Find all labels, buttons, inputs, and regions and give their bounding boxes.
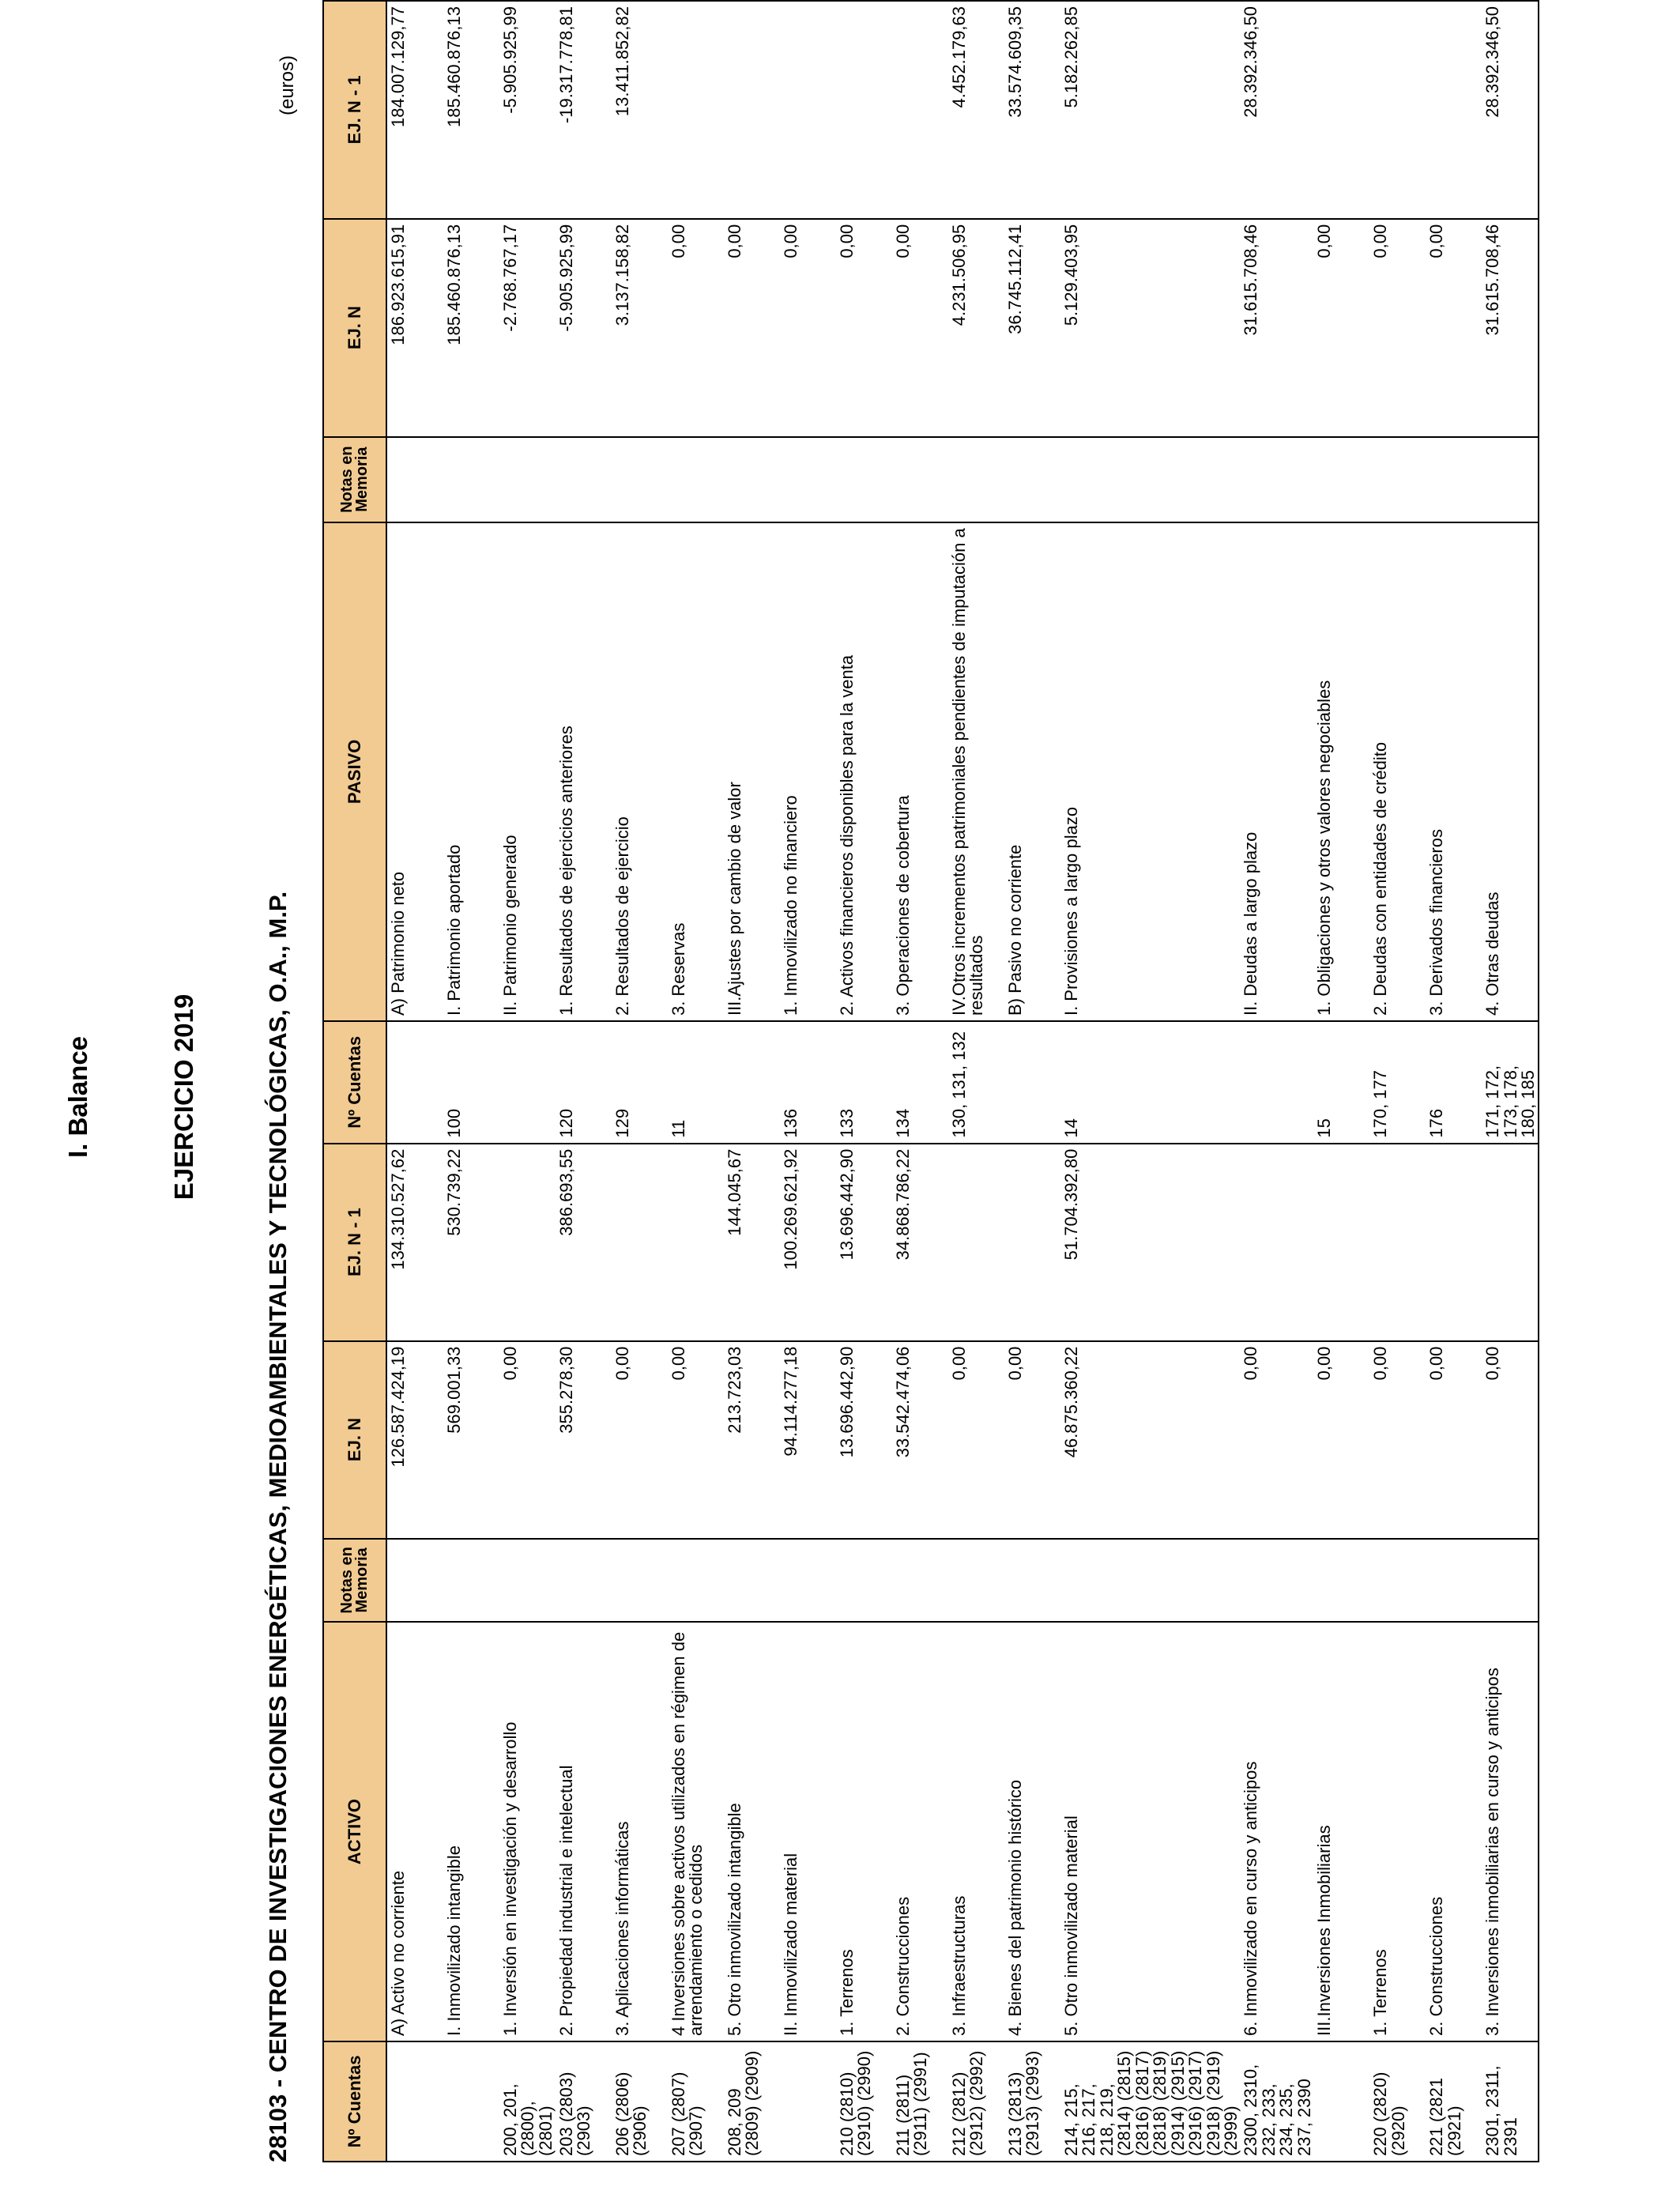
asset-notes — [724, 1539, 780, 1623]
liability-account-code: 129 — [612, 1021, 668, 1144]
liability-notes — [499, 437, 556, 522]
liability-account-code: 14 — [1060, 1021, 1240, 1144]
liability-year-n: 0,00 — [836, 219, 892, 437]
liability-year-n1: 13.411.852,82 — [612, 1, 668, 219]
balance-table — [322, 0, 1539, 2162]
asset-notes — [1060, 1539, 1240, 1623]
table-row — [1369, 1, 1426, 2162]
liability-description: 1. Obligaciones y otros valores negociables — [1313, 522, 1369, 1021]
asset-year-n1 — [1313, 1144, 1369, 1341]
liability-year-n1 — [892, 1, 948, 219]
liability-account-code — [724, 1021, 780, 1144]
asset-notes — [612, 1539, 668, 1623]
page-subtitle: EJERCICIO 2019 — [169, 993, 198, 1201]
units-label: (euros) — [277, 55, 298, 115]
liability-description: IV.Otros incrementos patrimoniales pendientes de imputación a resultados — [948, 522, 1004, 1021]
asset-year-n: 0,00 — [1369, 1341, 1426, 1539]
asset-year-n: 0,00 — [1004, 1341, 1060, 1539]
liability-notes — [836, 437, 892, 522]
liability-year-n1: 33.574.609,35 — [1004, 1, 1060, 219]
asset-notes — [1004, 1539, 1060, 1623]
liability-notes — [1482, 437, 1539, 522]
liability-account-code: 176 — [1426, 1021, 1482, 1144]
asset-notes — [443, 1539, 499, 1623]
account-code: 208, 209 (2809) (2909) — [724, 2041, 780, 2162]
asset-description: 5. Otro inmovilizado material — [1060, 1622, 1240, 2041]
liability-account-code: 134 — [892, 1021, 948, 1144]
table-row — [499, 1, 556, 2162]
col-cuentas-pasivo: Nº Cuentas — [323, 1021, 386, 1144]
asset-year-n: 0,00 — [1240, 1341, 1313, 1539]
liability-year-n1 — [1426, 1, 1482, 219]
liability-notes — [386, 437, 443, 522]
liability-description: 1. Inmovilizado no financiero — [780, 522, 836, 1021]
table-row — [386, 1, 443, 2162]
liability-notes — [612, 437, 668, 522]
asset-notes — [836, 1539, 892, 1623]
asset-description: 1. Inversión en investigación y desarrollo — [499, 1622, 556, 2041]
liability-account-code: 120 — [556, 1021, 612, 1144]
liability-year-n: 186.923.615,91 — [386, 219, 443, 437]
liability-year-n1 — [836, 1, 892, 219]
asset-description: 2. Construcciones — [892, 1622, 948, 2041]
liability-description: A) Patrimonio neto — [386, 522, 443, 1021]
account-code: 213 (2813) (2913) (2993) — [1004, 2041, 1060, 2162]
asset-description: 1. Terrenos — [836, 1622, 892, 2041]
liability-year-n: 185.460.876,13 — [443, 219, 499, 437]
col-ejn1-pasivo: EJ. N - 1 — [323, 1, 386, 219]
liability-description: 3. Derivados financieros — [1426, 522, 1482, 1021]
liability-description: B) Pasivo no corriente — [1004, 522, 1060, 1021]
liability-year-n1 — [780, 1, 836, 219]
col-notas-pasivo: Notas en Memoria — [323, 437, 386, 522]
asset-notes — [499, 1539, 556, 1623]
liability-description: 4. Otras deudas — [1482, 522, 1539, 1021]
asset-notes — [1240, 1539, 1313, 1623]
table-row — [1240, 1, 1313, 2162]
table-row — [1313, 1, 1369, 2162]
col-pasivo: PASIVO — [323, 522, 386, 1021]
liability-year-n: 0,00 — [1313, 219, 1369, 437]
account-code: 211 (2811) (2911) (2991) — [892, 2041, 948, 2162]
liability-description: III.Ajustes por cambio de valor — [724, 522, 780, 1021]
asset-description: 3. Aplicaciones informáticas — [612, 1622, 668, 2041]
liability-year-n1: -19.317.778,81 — [556, 1, 612, 219]
table-row — [836, 1, 892, 2162]
liability-description: I. Provisiones a largo plazo — [1060, 522, 1240, 1021]
asset-year-n: 213.723,03 — [724, 1341, 780, 1539]
account-code: 2301, 2311, 2391 — [1482, 2041, 1539, 2162]
account-code — [1313, 2041, 1369, 2162]
liability-description: 2. Resultados de ejercicio — [612, 522, 668, 1021]
liability-year-n1: 28.392.346,50 — [1240, 1, 1313, 219]
asset-year-n: 0,00 — [1313, 1341, 1369, 1539]
liability-account-code: 11 — [668, 1021, 724, 1144]
liability-year-n: 31.615.708,46 — [1482, 219, 1539, 437]
liability-notes — [556, 437, 612, 522]
asset-year-n: 0,00 — [668, 1341, 724, 1539]
asset-year-n: 126.587.424,19 — [386, 1341, 443, 1539]
liability-account-code — [1240, 1021, 1313, 1144]
asset-notes — [948, 1539, 1004, 1623]
asset-year-n: 94.114.277,18 — [780, 1341, 836, 1539]
liability-account-code: 136 — [780, 1021, 836, 1144]
asset-notes — [386, 1539, 443, 1623]
table-row — [1482, 1, 1539, 2162]
account-code: 210 (2810) (2910) (2990) — [836, 2041, 892, 2162]
liability-notes — [1004, 437, 1060, 522]
asset-year-n: 355.278,30 — [556, 1341, 612, 1539]
asset-year-n: 33.542.474,06 — [892, 1341, 948, 1539]
liability-notes — [892, 437, 948, 522]
asset-notes — [668, 1539, 724, 1623]
asset-year-n: 0,00 — [612, 1341, 668, 1539]
liability-notes — [668, 437, 724, 522]
col-activo: ACTIVO — [323, 1622, 386, 2041]
asset-description: 6. Inmovilizado en curso y anticipos — [1240, 1622, 1313, 2041]
asset-year-n1: 134.310.527,62 — [386, 1144, 443, 1341]
table-row — [668, 1, 724, 2162]
account-code: 207 (2807) (2907) — [668, 2041, 724, 2162]
asset-description: 3. Infraestructuras — [948, 1622, 1004, 2041]
liability-account-code: 130, 131, 132 — [948, 1021, 1004, 1144]
liability-year-n1 — [724, 1, 780, 219]
liability-notes — [780, 437, 836, 522]
liability-year-n1: 4.452.179,63 — [948, 1, 1004, 219]
asset-year-n1: 530.739,22 — [443, 1144, 499, 1341]
table-row — [948, 1, 1004, 2162]
liability-year-n: 31.615.708,46 — [1240, 219, 1313, 437]
asset-year-n1 — [948, 1144, 1004, 1341]
asset-description: A) Activo no corriente — [386, 1622, 443, 2041]
asset-description: 5. Otro inmovilizado intangible — [724, 1622, 780, 2041]
liability-year-n: 0,00 — [668, 219, 724, 437]
asset-notes — [1313, 1539, 1369, 1623]
liability-year-n1 — [1313, 1, 1369, 219]
liability-year-n: 0,00 — [892, 219, 948, 437]
account-code: 2300, 2310, 232, 233, 234, 235, 237, 2390 — [1240, 2041, 1313, 2162]
liability-account-code — [499, 1021, 556, 1144]
liability-description: I. Patrimonio aportado — [443, 522, 499, 1021]
table-row — [1060, 1, 1240, 2162]
liability-year-n1 — [668, 1, 724, 219]
liability-notes — [724, 437, 780, 522]
table-header-row — [323, 1, 386, 2162]
entity-name: 28103 - CENTRO DE INVESTIGACIONES ENERGÉTICAS, MEDIOAMBIENTALES Y TECNOLÓGICAS, O.A., M.P. — [264, 891, 292, 2162]
asset-notes — [780, 1539, 836, 1623]
asset-year-n1 — [668, 1144, 724, 1341]
table-row — [443, 1, 499, 2162]
liability-notes — [948, 437, 1004, 522]
asset-notes — [1426, 1539, 1482, 1623]
table-row — [556, 1, 612, 2162]
asset-year-n: 569.001,33 — [443, 1341, 499, 1539]
asset-year-n1 — [1426, 1144, 1482, 1341]
liability-year-n1: 5.182.262,85 — [1060, 1, 1240, 219]
account-code: 214, 215, 216, 217, 218, 219, (2814) (2815) (2816) (2817) (2818) (2819) (2914) (2915) (2916) (2917) (2918) (2919) (2999) — [1060, 2041, 1240, 2162]
liability-account-code: 133 — [836, 1021, 892, 1144]
account-code: 212 (2812) (2912) (2992) — [948, 2041, 1004, 2162]
asset-year-n: 46.875.360,22 — [1060, 1341, 1240, 1539]
asset-year-n1: 100.269.621,92 — [780, 1144, 836, 1341]
asset-year-n1: 386.693,55 — [556, 1144, 612, 1341]
liability-account-code: 15 — [1313, 1021, 1369, 1144]
liability-year-n: 0,00 — [1369, 219, 1426, 437]
liability-description: 2. Activos financieros disponibles para la venta — [836, 522, 892, 1021]
col-ejn1-activo: EJ. N - 1 — [323, 1144, 386, 1341]
table-row — [892, 1, 948, 2162]
liability-year-n: -2.768.767,17 — [499, 219, 556, 437]
asset-notes — [1482, 1539, 1539, 1623]
asset-year-n1: 144.045,67 — [724, 1144, 780, 1341]
account-code: 203 (2803) (2903) — [556, 2041, 612, 2162]
asset-description: I. Inmovilizado intangible — [443, 1622, 499, 2041]
asset-description: 2. Construcciones — [1426, 1622, 1482, 2041]
account-code — [780, 2041, 836, 2162]
asset-year-n: 0,00 — [948, 1341, 1004, 1539]
liability-year-n1: 28.392.346,50 — [1482, 1, 1539, 219]
asset-notes — [1369, 1539, 1426, 1623]
asset-year-n1: 34.868.786,22 — [892, 1144, 948, 1341]
liability-account-code — [1004, 1021, 1060, 1144]
liability-notes — [443, 437, 499, 522]
asset-description: 1. Terrenos — [1369, 1622, 1426, 2041]
liability-account-code — [386, 1021, 443, 1144]
asset-year-n1 — [1369, 1144, 1426, 1341]
asset-description: III.Inversiones Inmobiliarias — [1313, 1622, 1369, 2041]
liability-notes — [1426, 437, 1482, 522]
liability-year-n: 3.137.158,82 — [612, 219, 668, 437]
page-title: I. Balance — [63, 1035, 92, 1159]
asset-description: 3. Inversiones inmobiliarias en curso y anticipos — [1482, 1622, 1539, 2041]
asset-year-n: 0,00 — [499, 1341, 556, 1539]
asset-year-n1 — [612, 1144, 668, 1341]
asset-description: II. Inmovilizado material — [780, 1622, 836, 2041]
liability-year-n: 0,00 — [724, 219, 780, 437]
account-code: 206 (2806) (2906) — [612, 2041, 668, 2162]
liability-description: 1. Resultados de ejercicios anteriores — [556, 522, 612, 1021]
liability-year-n: -5.905.925,99 — [556, 219, 612, 437]
asset-notes — [892, 1539, 948, 1623]
asset-year-n: 0,00 — [1482, 1341, 1539, 1539]
liability-account-code: 170, 177 — [1369, 1021, 1426, 1144]
liability-year-n1: 184.007.129,77 — [386, 1, 443, 219]
asset-year-n1 — [1240, 1144, 1313, 1341]
liability-account-code: 100 — [443, 1021, 499, 1144]
col-ejn-pasivo: EJ. N — [323, 219, 386, 437]
table-row — [612, 1, 668, 2162]
liability-year-n1: -5.905.925,99 — [499, 1, 556, 219]
asset-description: 4. Bienes del patrimonio histórico — [1004, 1622, 1060, 2041]
table-row — [1426, 1, 1482, 2162]
account-code — [386, 2041, 443, 2162]
asset-year-n: 0,00 — [1426, 1341, 1482, 1539]
asset-description: 2. Propiedad industrial e intelectual — [556, 1622, 612, 2041]
liability-notes — [1240, 437, 1313, 522]
asset-year-n1 — [1482, 1144, 1539, 1341]
liability-notes — [1060, 437, 1240, 522]
liability-notes — [1313, 437, 1369, 522]
liability-year-n: 5.129.403,95 — [1060, 219, 1240, 437]
liability-year-n: 4.231.506,95 — [948, 219, 1004, 437]
liability-year-n: 0,00 — [780, 219, 836, 437]
liability-description: 3. Operaciones de cobertura — [892, 522, 948, 1021]
table-row — [780, 1, 836, 2162]
asset-year-n1: 13.696.442,90 — [836, 1144, 892, 1341]
liability-description: II. Deudas a largo plazo — [1240, 522, 1313, 1021]
liability-year-n1 — [1369, 1, 1426, 219]
account-code: 221 (2821 (2921) — [1426, 2041, 1482, 2162]
asset-year-n1 — [1004, 1144, 1060, 1341]
account-code — [443, 2041, 499, 2162]
table-row — [724, 1, 780, 2162]
liability-year-n1: 185.460.876,13 — [443, 1, 499, 219]
col-cuentas-activo: Nº Cuentas — [323, 2041, 386, 2162]
liability-notes — [1369, 437, 1426, 522]
asset-notes — [556, 1539, 612, 1623]
col-notas-activo: Notas en Memoria — [323, 1539, 386, 1623]
asset-year-n1 — [499, 1144, 556, 1341]
liability-description: 2. Deudas con entidades de crédito — [1369, 522, 1426, 1021]
asset-description: 4 Inversiones sobre activos utilizados en régimen de arrendamiento o cedidos — [668, 1622, 724, 2041]
liability-description: 3. Reservas — [668, 522, 724, 1021]
account-code: 220 (2820) (2920) — [1369, 2041, 1426, 2162]
col-ejn-activo: EJ. N — [323, 1341, 386, 1539]
asset-year-n: 13.696.442,90 — [836, 1341, 892, 1539]
liability-account-code: 171, 172, 173, 178, 180, 185 — [1482, 1021, 1539, 1144]
liability-year-n: 36.745.112,41 — [1004, 219, 1060, 437]
asset-year-n1: 51.704.392,80 — [1060, 1144, 1240, 1341]
account-code: 200, 201, (2800), (2801) — [499, 2041, 556, 2162]
liability-description: II. Patrimonio generado — [499, 522, 556, 1021]
table-row — [1004, 1, 1060, 2162]
liability-year-n: 0,00 — [1426, 219, 1482, 437]
